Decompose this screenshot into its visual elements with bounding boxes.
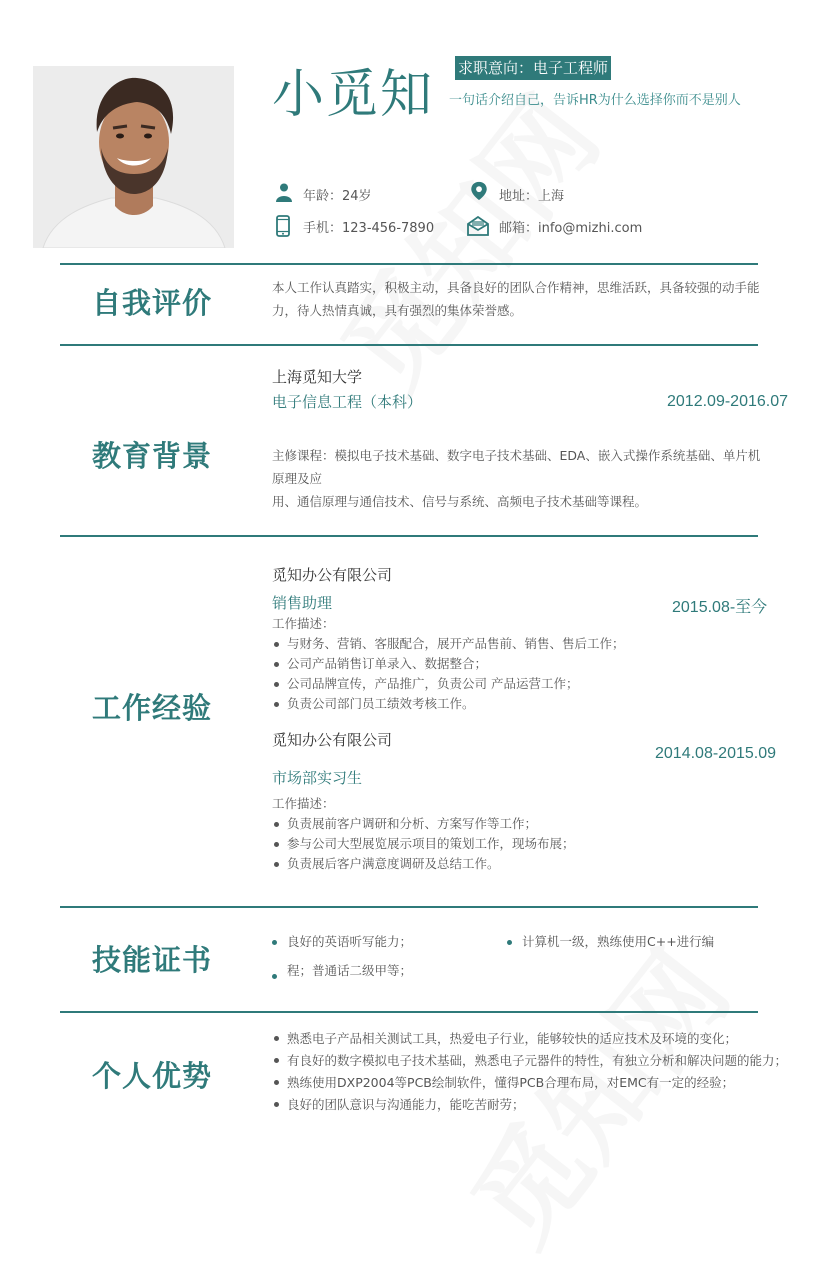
phone-field: 手机：123-456-7890 (303, 221, 435, 236)
list-item: 公司产品销售订单录入、数据整合； (272, 654, 772, 674)
profile-photo (33, 66, 234, 248)
skill-item (272, 930, 412, 953)
school-name: 上海觅知大学 (272, 368, 363, 386)
list-item: 负责展后客户满意度调研及总结工作。 (272, 854, 772, 874)
list-item: 熟悉电子产品相关测试工具，热爱电子行业，能够较快的适应技术及环境的变化； (272, 1028, 802, 1050)
list-item: 负责展前客户调研和分析、方案写作等工作； (272, 814, 772, 834)
list-item: 参与公司大型展览展示项目的策划工作，现场布展； (272, 834, 772, 854)
list-item: 与财务、营销、客服配合，展开产品售前、销售、售后工作； (272, 634, 772, 654)
email-field: 邮箱：info@mizhi.com (499, 221, 643, 236)
education-date: 2012.09-2016.07 (667, 393, 788, 410)
job-position: 市场部实习生 (272, 769, 363, 787)
courses-text (272, 444, 772, 513)
section-title-work: 工作经验 (92, 691, 213, 725)
major: 电子信息工程（本科） (272, 393, 423, 411)
email-icon (467, 216, 489, 240)
job-date: 2014.08-2015.09 (655, 745, 776, 762)
skill-text: 良好的英语听写能力； (287, 934, 413, 949)
location-icon (469, 181, 489, 205)
section-title-self-eval: 自我评价 (92, 286, 213, 320)
candidate-name: 小觅知 (272, 65, 435, 125)
section-divider (60, 535, 758, 537)
bullet-dot (507, 940, 512, 945)
self-eval-text (272, 276, 772, 322)
courses-line: 原理及应 (272, 471, 323, 486)
list-item: 负责公司部门员工绩效考核工作。 (272, 694, 772, 714)
person-icon (274, 182, 294, 206)
skill-item (272, 959, 412, 982)
courses-line: 用、通信原理与通信技术、信号与系统、高频电子技术基础等课程。 (272, 494, 648, 509)
skill-text: 计算机一级，熟练使用C++进行编 (522, 934, 715, 949)
section-title-skills: 技能证书 (92, 943, 213, 977)
skill-text: 程；普通话二级甲等； (287, 963, 413, 978)
desc-label: 工作描述： (272, 796, 335, 811)
company-name: 觅知办公有限公司 (272, 731, 393, 749)
age-field: 年龄：24岁 (303, 189, 372, 204)
skill-item (507, 930, 714, 953)
job-date: 2015.08-至今 (672, 599, 768, 616)
list-item: 熟练使用DXP2004等PCB绘制软件，懂得PCB合理布局，对EMC有一定的经验； (272, 1072, 802, 1094)
job-intent-badge: 求职意向：电子工程师 (455, 56, 611, 80)
section-divider (60, 906, 758, 908)
bullet-dot (272, 940, 277, 945)
section-divider (60, 344, 758, 346)
job-position: 销售助理 (272, 594, 333, 612)
section-title-education: 教育背景 (92, 439, 213, 473)
list-item: 公司品牌宣传，产品推广，负责公司 产品运营工作； (272, 674, 772, 694)
section-divider (60, 1011, 758, 1013)
self-eval-line: 本人工作认真踏实，积极主动，具备良好的团队合作精神，思维活跃，具备较强的动手能 (272, 280, 760, 295)
list-item: 良好的团队意识与沟通能力，能吃苦耐劳； (272, 1094, 802, 1116)
bullet-dot (272, 974, 277, 979)
job-description (272, 614, 772, 714)
advantages-list (272, 1028, 802, 1116)
address-field: 地址：上海 (499, 189, 565, 204)
phone-icon (276, 215, 290, 241)
desc-label: 工作描述： (272, 616, 335, 631)
section-divider (60, 263, 758, 265)
courses-line: 主修课程：模拟电子技术基础、数字电子技术基础、EDA、嵌入式操作系统基础、单片机 (272, 448, 761, 463)
company-name: 觅知办公有限公司 (272, 566, 393, 584)
list-item: 有良好的数字模拟电子技术基础，熟悉电子元器件的特性，有独立分析和解决问题的能力； (272, 1050, 802, 1072)
section-title-advantages: 个人优势 (92, 1059, 213, 1093)
self-eval-line: 力，待人热情真诚，具有强烈的集体荣誉感。 (272, 303, 523, 318)
job-description (272, 794, 772, 874)
slogan: 一句话介绍自己，告诉HR为什么选择你而不是别人 (449, 93, 741, 108)
